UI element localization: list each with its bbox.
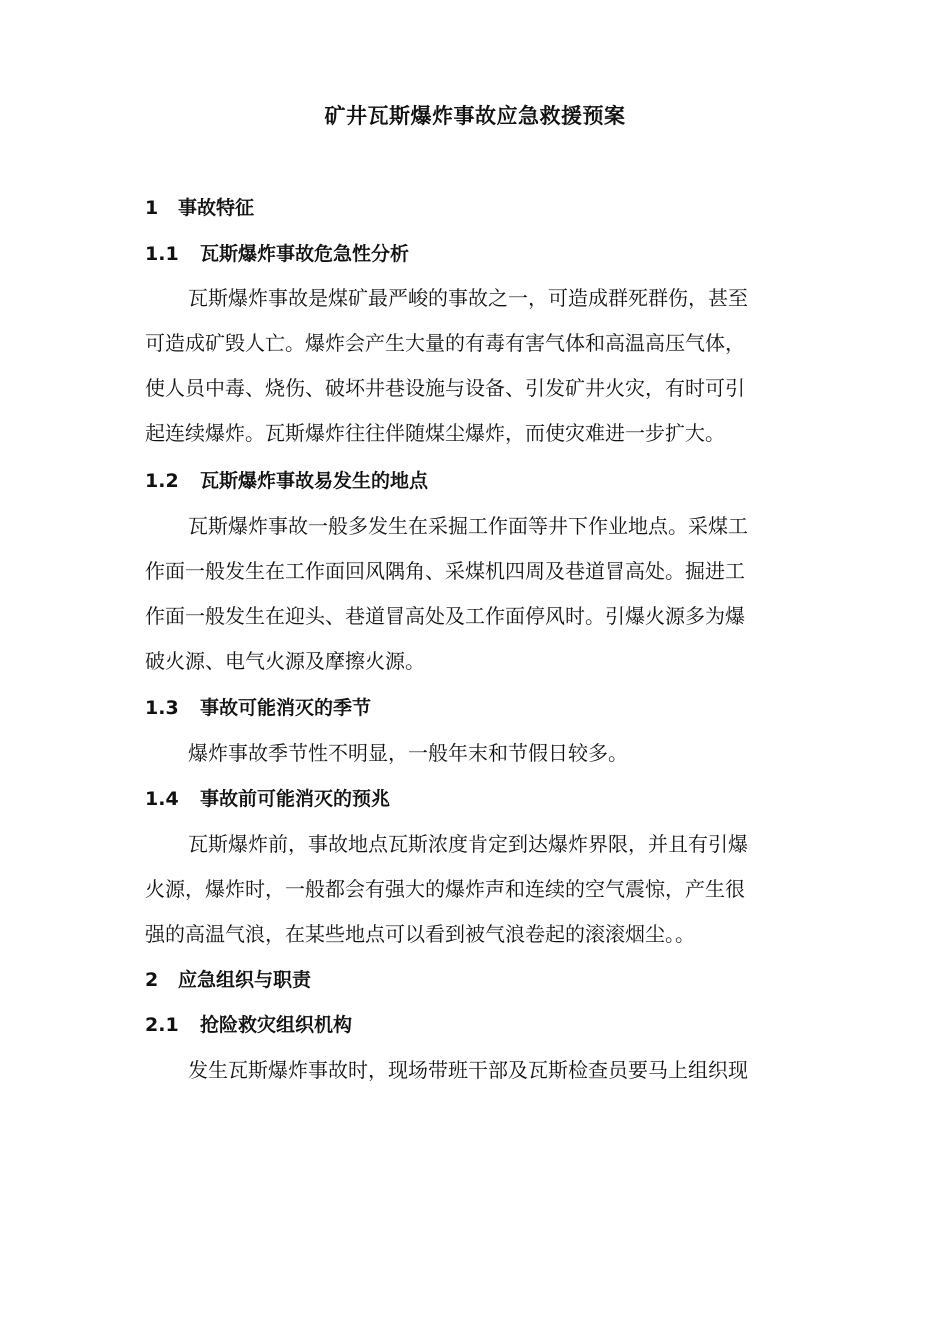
paragraph-line: 瓦斯爆炸事故是煤矿最严峻的事故之一，可造成群死群伤，甚至 [188, 286, 748, 310]
section-number: 1.2 [145, 470, 179, 492]
section-title: 事故可能消灭的季节 [200, 697, 372, 719]
section-number: 1 [145, 197, 159, 219]
document-title: 矿井瓦斯爆炸事故应急救援预案 [324, 104, 626, 128]
paragraph-line: 火源，爆炸时，一般都会有强大的爆炸声和连续的空气震惊，产生很 [145, 877, 745, 901]
paragraph-1-2 [145, 504, 821, 684]
section-heading-1 [145, 193, 254, 223]
section-heading-2-1 [145, 1010, 352, 1040]
section-title: 应急组织与职责 [178, 969, 312, 991]
section-title: 事故特征 [178, 197, 255, 219]
paragraph-2-1 [145, 1048, 821, 1093]
section-heading-1-1 [145, 239, 409, 269]
paragraph-1-4 [145, 822, 821, 957]
paragraph-line: 瓦斯爆炸前，事故地点瓦斯浓度肯定到达爆炸界限，并且有引爆 [188, 832, 748, 856]
section-heading-1-2 [145, 466, 428, 496]
section-number: 2.1 [145, 1014, 179, 1036]
section-heading-1-3 [145, 693, 371, 723]
section-title: 瓦斯爆炸事故危急性分析 [200, 243, 410, 265]
paragraph-line: 破火源、电气火源及摩擦火源。 [145, 649, 425, 673]
section-title: 瓦斯爆炸事故易发生的地点 [200, 470, 429, 492]
paragraph-line: 发生瓦斯爆炸事故时，现场带班干部及瓦斯检查员要马上组织现 [188, 1058, 748, 1082]
paragraph-line: 强的高温气浪，在某些地点可以看到被气浪卷起的滚滚烟尘。。 [145, 922, 695, 946]
section-title: 事故前可能消灭的预兆 [200, 788, 391, 810]
paragraph-line: 作面一般发生在工作面回风隅角、采煤机四周及巷道冒高处。掘进工 [145, 559, 745, 583]
section-number: 1.4 [145, 788, 179, 810]
paragraph-line: 可造成矿毁人亡。爆炸会产生大量的有毒有害气体和高温高压气体， [145, 331, 745, 355]
paragraph-line: 瓦斯爆炸事故一般多发生在采掘工作面等井下作业地点。采煤工 [188, 514, 748, 538]
section-heading-2 [145, 965, 311, 995]
section-number: 1.3 [145, 697, 179, 719]
section-title: 抢险救灾组织机构 [200, 1014, 353, 1036]
paragraph-1-3 [145, 731, 821, 776]
paragraph-line: 爆炸事故季节性不明显，一般年末和节假日较多。 [188, 741, 628, 765]
paragraph-line: 起连续爆炸。瓦斯爆炸往往伴随煤尘爆炸，而使灾难进一步扩大。 [145, 421, 725, 445]
paragraph-line: 作面一般发生在迎头、巷道冒高处及工作面停风时。引爆火源多为爆 [145, 604, 745, 628]
section-number: 1.1 [145, 243, 179, 265]
paragraph-line: 使人员中毒、烧伤、破坏井巷设施与设备、引发矿井火灾，有时可引 [145, 376, 745, 400]
section-heading-1-4 [145, 784, 390, 814]
paragraph-1-1 [145, 276, 821, 456]
section-number: 2 [145, 969, 159, 991]
